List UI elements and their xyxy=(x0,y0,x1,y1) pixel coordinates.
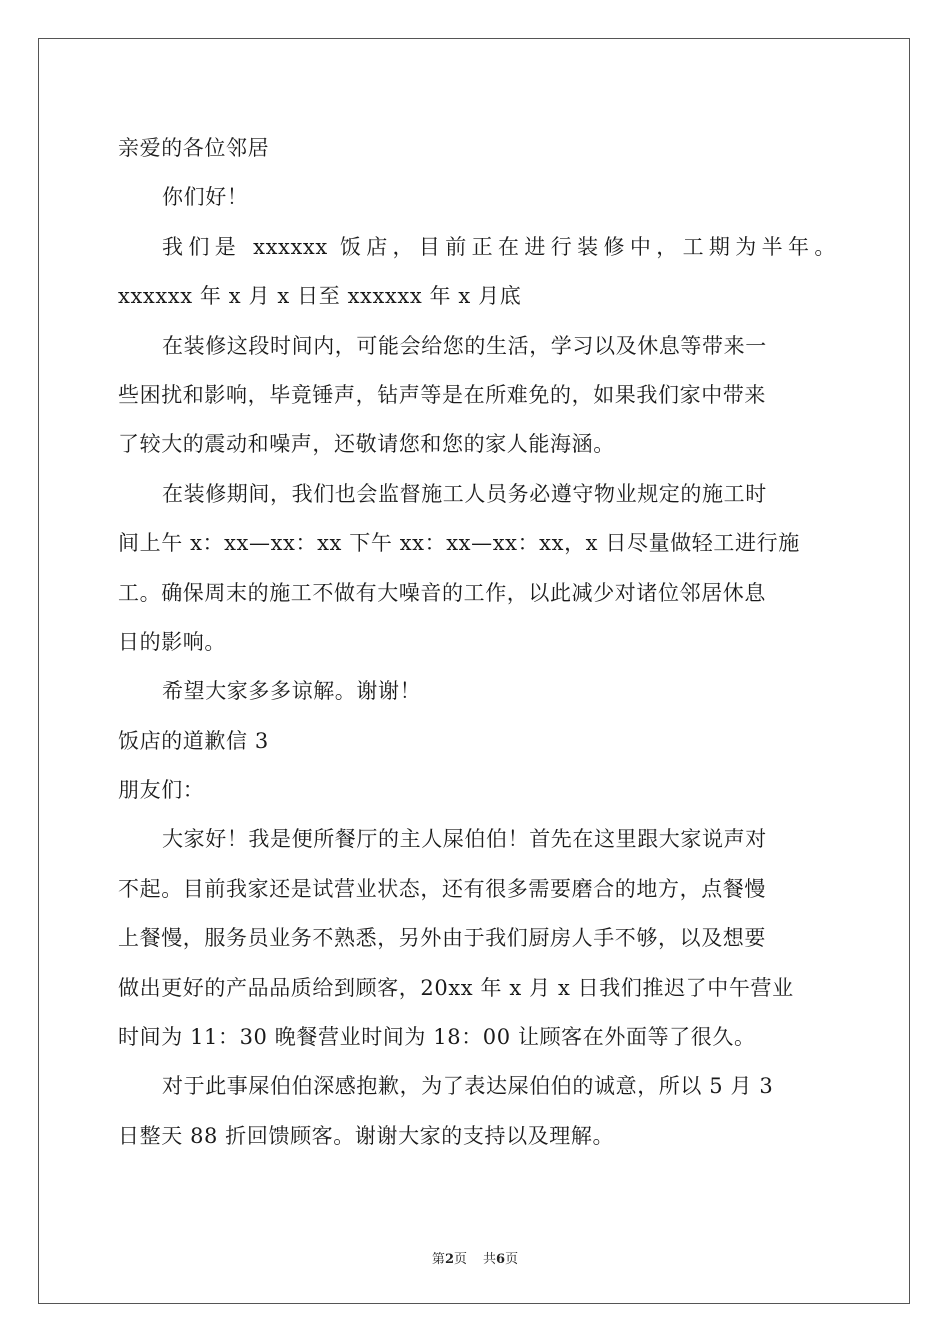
page-footer xyxy=(0,1248,950,1267)
paragraph-line: 日整天 88 折回馈顾客。谢谢大家的支持以及理解。 xyxy=(118,1123,615,1148)
paragraph-line: 了较大的震动和噪声，还敬请您和您的家人能海涵。 xyxy=(118,432,615,457)
salutation: 朋友们： xyxy=(118,778,205,803)
paragraph-line: 不起。目前我家还是试营业状态，还有很多需要磨合的地方，点餐慢 xyxy=(118,876,766,901)
paragraph-line: 时间为 11：30 晚餐营业时间为 18：00 让顾客在外面等了很久。 xyxy=(118,1025,756,1050)
closing-line: 希望大家多多谅解。谢谢！ xyxy=(162,679,422,704)
greeting: 你们好！ xyxy=(162,185,249,210)
total-prefix: 共 xyxy=(483,1252,497,1267)
page-suffix: 页 xyxy=(453,1252,467,1267)
page-prefix: 第 xyxy=(431,1252,445,1267)
paragraph-line: 在装修这段时间内，可能会给您的生活，学习以及休息等带来一 xyxy=(162,333,767,358)
paragraph-line: 在装修期间，我们也会监督施工人员务必遵守物业规定的施工时 xyxy=(162,481,767,506)
paragraph-line: 我们是 xxxxxx 饭店，目前正在进行装修中，工期为半年。 xyxy=(162,234,836,259)
page-current: 2 xyxy=(444,1252,454,1267)
paragraph-line: 些困扰和影响，毕竟锤声，钻声等是在所难免的，如果我们家中带来 xyxy=(118,382,766,407)
paragraph-line: 间上午 x：xx—xx：xx 下午 xx：xx—xx：xx，x 日尽量做轻工进行施 xyxy=(118,531,800,556)
total-suffix: 页 xyxy=(505,1252,519,1267)
paragraph-line: 日的影响。 xyxy=(118,629,226,654)
paragraph-line: 做出更好的产品品质给到顾客，20xx 年 x 月 x 日我们推迟了中午营业 xyxy=(118,975,794,1000)
section-title: 饭店的道歉信 3 xyxy=(118,728,269,753)
page-total: 6 xyxy=(496,1252,506,1267)
paragraph-line: 工。确保周末的施工不做有大噪音的工作，以此减少对诸位邻居休息 xyxy=(118,580,766,605)
document-body xyxy=(118,124,836,1161)
paragraph-line: 对于此事屎伯伯深感抱歉，为了表达屎伯伯的诚意，所以 5 月 3 xyxy=(162,1074,774,1099)
paragraph-line: 大家好！我是便所餐厅的主人屎伯伯！首先在这里跟大家说声对 xyxy=(162,827,767,852)
paragraph-line: xxxxxx 年 x 月 x 日至 xxxxxx 年 x 月底 xyxy=(118,284,522,309)
salutation: 亲爱的各位邻居 xyxy=(118,136,270,160)
paragraph-line: 上餐慢，服务员业务不熟悉，另外由于我们厨房人手不够，以及想要 xyxy=(118,926,766,951)
